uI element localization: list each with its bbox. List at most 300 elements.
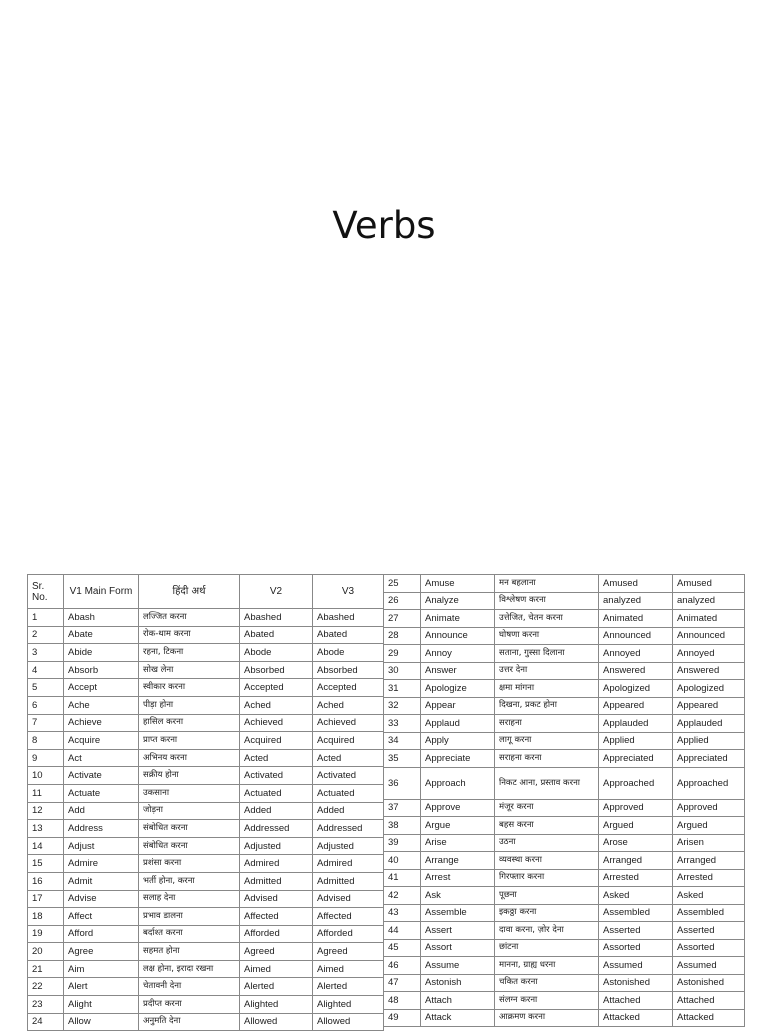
table-row xyxy=(28,960,384,978)
v2-cell: Alerted xyxy=(240,978,313,996)
sr-no-cell: 3 xyxy=(28,644,64,662)
v2-cell: Attacked xyxy=(599,1009,673,1027)
table-row xyxy=(28,644,384,662)
v2-cell: Applauded xyxy=(599,715,673,733)
v2-cell: Argued xyxy=(599,817,673,835)
v1-cell: Afford xyxy=(64,925,139,943)
v1-cell: Achieve xyxy=(64,714,139,732)
v2-cell: Advised xyxy=(240,890,313,908)
v1-cell: Ache xyxy=(64,696,139,714)
sr-no-cell: 41 xyxy=(384,869,421,887)
sr-no-cell: 14 xyxy=(28,837,64,855)
v2-cell: Aimed xyxy=(240,960,313,978)
hindi-meaning-cell: भर्ती होना, करना xyxy=(139,872,240,890)
table-row xyxy=(28,908,384,926)
v2-cell: Arose xyxy=(599,834,673,852)
v1-cell: Announce xyxy=(421,627,495,645)
v3-cell: Appreciated xyxy=(673,750,745,768)
sr-no-cell: 11 xyxy=(28,784,64,802)
table-row xyxy=(28,890,384,908)
hindi-meaning-cell: सराहना xyxy=(495,715,599,733)
table-row xyxy=(28,996,384,1014)
sr-no-cell: 9 xyxy=(28,749,64,767)
v2-cell: Actuated xyxy=(240,784,313,802)
v1-cell: Amuse xyxy=(421,575,495,593)
v2-cell: Abated xyxy=(240,626,313,644)
v1-cell: Animate xyxy=(421,610,495,628)
table-row xyxy=(384,627,745,645)
sr-no-cell: 35 xyxy=(384,750,421,768)
v2-cell: Admired xyxy=(240,855,313,873)
hindi-meaning-cell: स्वीकार करना xyxy=(139,679,240,697)
table-row xyxy=(384,922,745,940)
hindi-meaning-cell: प्रदीप्त करना xyxy=(139,996,240,1014)
v1-cell: Aim xyxy=(64,960,139,978)
v2-cell: Assorted xyxy=(599,939,673,957)
v1-cell: Accept xyxy=(64,679,139,697)
sr-no-cell: 46 xyxy=(384,957,421,975)
hindi-meaning-cell: निकट आना, प्रस्ताव करना xyxy=(495,767,599,799)
v2-cell: Animated xyxy=(599,610,673,628)
table-row xyxy=(384,992,745,1010)
hindi-meaning-cell: प्राप्त करना xyxy=(139,732,240,750)
v3-cell: Annoyed xyxy=(673,645,745,663)
v2-cell: Afforded xyxy=(240,925,313,943)
v2-cell: Alighted xyxy=(240,996,313,1014)
sr-no-cell: 42 xyxy=(384,887,421,905)
sr-no-cell: 44 xyxy=(384,922,421,940)
hindi-meaning-header: हिंदी अर्थ xyxy=(139,575,240,609)
hindi-meaning-cell: रोक-थाम करना xyxy=(139,626,240,644)
v3-cell: Animated xyxy=(673,610,745,628)
v2-cell: Approached xyxy=(599,767,673,799)
hindi-meaning-cell: दावा करना, ज़ोर देना xyxy=(495,922,599,940)
sr-no-cell: 10 xyxy=(28,767,64,785)
v1-cell: Admit xyxy=(64,872,139,890)
v1-cell: Adjust xyxy=(64,837,139,855)
sr-no-cell: 28 xyxy=(384,627,421,645)
hindi-meaning-cell: संबोधित करना xyxy=(139,837,240,855)
sr-no-cell: 2 xyxy=(28,626,64,644)
sr-no-cell: 8 xyxy=(28,732,64,750)
v1-cell: Applaud xyxy=(421,715,495,733)
v2-cell: Allowed xyxy=(240,1013,313,1031)
v2-cell: Agreed xyxy=(240,943,313,961)
table-row xyxy=(28,1013,384,1031)
sr-no-cell: 49 xyxy=(384,1009,421,1027)
hindi-meaning-cell: व्यवस्था करना xyxy=(495,852,599,870)
v3-cell: Alighted xyxy=(313,996,384,1014)
table-row xyxy=(28,696,384,714)
v3-cell: Actuated xyxy=(313,784,384,802)
v3-cell: Activated xyxy=(313,767,384,785)
v1-cell: Abate xyxy=(64,626,139,644)
v3-cell: Assorted xyxy=(673,939,745,957)
hindi-meaning-cell: रहना, टिकना xyxy=(139,644,240,662)
v1-cell: Ask xyxy=(421,887,495,905)
v3-cell: Afforded xyxy=(313,925,384,943)
v3-cell: Asserted xyxy=(673,922,745,940)
sr-no-cell: 27 xyxy=(384,610,421,628)
hindi-meaning-cell: चकित करना xyxy=(495,974,599,992)
sr-no-cell: 34 xyxy=(384,732,421,750)
table-header-row xyxy=(28,575,384,609)
hindi-meaning-cell: सलाह देना xyxy=(139,890,240,908)
v2-cell: Added xyxy=(240,802,313,820)
v1-cell: Arise xyxy=(421,834,495,852)
v3-cell: Applied xyxy=(673,732,745,750)
v2-cell: Attached xyxy=(599,992,673,1010)
v1-cell: Alight xyxy=(64,996,139,1014)
table-row xyxy=(384,592,745,610)
sr-no-cell: 12 xyxy=(28,802,64,820)
v1-cell: Allow xyxy=(64,1013,139,1031)
table-row xyxy=(384,974,745,992)
hindi-meaning-cell: घोषणा करना xyxy=(495,627,599,645)
v1-cell: Admire xyxy=(64,855,139,873)
table-row xyxy=(384,869,745,887)
v2-cell: Amused xyxy=(599,575,673,593)
table-row xyxy=(28,837,384,855)
v1-cell: Add xyxy=(64,802,139,820)
table-row xyxy=(384,834,745,852)
hindi-meaning-cell: इकठ्ठा करना xyxy=(495,904,599,922)
v1-cell: Abide xyxy=(64,644,139,662)
sr-no-cell: 33 xyxy=(384,715,421,733)
sr-no-cell: 29 xyxy=(384,645,421,663)
sr-no-cell: 25 xyxy=(384,575,421,593)
v1-cell: Abash xyxy=(64,609,139,627)
v3-cell: Abashed xyxy=(313,609,384,627)
hindi-meaning-cell: अभिनय करना xyxy=(139,749,240,767)
v2-cell: Absorbed xyxy=(240,661,313,679)
hindi-meaning-cell: लागू करना xyxy=(495,732,599,750)
v3-cell: Added xyxy=(313,802,384,820)
hindi-meaning-cell: गिरफ्तार करना xyxy=(495,869,599,887)
sr-no-cell: 30 xyxy=(384,662,421,680)
v3-cell: Acted xyxy=(313,749,384,767)
hindi-meaning-cell: दिखना, प्रकट होना xyxy=(495,697,599,715)
table-row xyxy=(28,626,384,644)
v3-cell: Advised xyxy=(313,890,384,908)
table-row xyxy=(384,575,745,593)
v2-cell: Addressed xyxy=(240,820,313,838)
v3-cell: Aimed xyxy=(313,960,384,978)
sr-no-cell: 16 xyxy=(28,872,64,890)
v1-cell: Apply xyxy=(421,732,495,750)
v3-cell: Argued xyxy=(673,817,745,835)
sr-no-cell: 18 xyxy=(28,908,64,926)
table-row xyxy=(28,749,384,767)
v3-cell: Apologized xyxy=(673,680,745,698)
v3-cell: Abode xyxy=(313,644,384,662)
sr-no-cell: 7 xyxy=(28,714,64,732)
v1-cell: Acquire xyxy=(64,732,139,750)
v1-cell: Agree xyxy=(64,943,139,961)
v1-cell: Actuate xyxy=(64,784,139,802)
hindi-meaning-cell: पूछना xyxy=(495,887,599,905)
v2-cell: Adjusted xyxy=(240,837,313,855)
v2-cell: Accepted xyxy=(240,679,313,697)
v1-cell: Affect xyxy=(64,908,139,926)
table-row xyxy=(28,679,384,697)
v2-cell: Arrested xyxy=(599,869,673,887)
hindi-meaning-cell: आक्रमण करना xyxy=(495,1009,599,1027)
hindi-meaning-cell: लक्ष होना, इरादा रखना xyxy=(139,960,240,978)
hindi-meaning-cell: क्षमा मांगना xyxy=(495,680,599,698)
v3-cell: Announced xyxy=(673,627,745,645)
hindi-meaning-cell: उठना xyxy=(495,834,599,852)
sr-no-cell: 13 xyxy=(28,820,64,838)
v2-cell: Answered xyxy=(599,662,673,680)
v2-cell: Affected xyxy=(240,908,313,926)
sr-no-cell: 37 xyxy=(384,799,421,817)
v3-header: V3 xyxy=(313,575,384,609)
table-row xyxy=(384,610,745,628)
v1-cell: Assume xyxy=(421,957,495,975)
v2-cell: Ached xyxy=(240,696,313,714)
v1-cell: Attack xyxy=(421,1009,495,1027)
sr-no-cell: 31 xyxy=(384,680,421,698)
table-row xyxy=(28,784,384,802)
v2-cell: Appreciated xyxy=(599,750,673,768)
v1-cell: Arrange xyxy=(421,852,495,870)
v1-cell: Annoy xyxy=(421,645,495,663)
hindi-meaning-cell: प्रभाव डालना xyxy=(139,908,240,926)
v3-cell: Admitted xyxy=(313,872,384,890)
v1-cell: Argue xyxy=(421,817,495,835)
hindi-meaning-cell: संलग्न करना xyxy=(495,992,599,1010)
v2-cell: Announced xyxy=(599,627,673,645)
v3-cell: Answered xyxy=(673,662,745,680)
table-row xyxy=(28,872,384,890)
v3-cell: Asked xyxy=(673,887,745,905)
hindi-meaning-cell: मानना, ग्राह्य धरना xyxy=(495,957,599,975)
hindi-meaning-cell: संबोधित करना xyxy=(139,820,240,838)
v2-cell: Asked xyxy=(599,887,673,905)
sr-no-cell: 15 xyxy=(28,855,64,873)
v1-cell: Approve xyxy=(421,799,495,817)
v3-cell: Addressed xyxy=(313,820,384,838)
v3-cell: Abated xyxy=(313,626,384,644)
v1-cell: Approach xyxy=(421,767,495,799)
sr-no-cell: 48 xyxy=(384,992,421,1010)
sr-no-cell: 1 xyxy=(28,609,64,627)
v3-cell: Astonished xyxy=(673,974,745,992)
hindi-meaning-cell: अनुमति देना xyxy=(139,1013,240,1031)
v2-cell: Assembled xyxy=(599,904,673,922)
hindi-meaning-cell: मंजूर करना xyxy=(495,799,599,817)
table-row xyxy=(384,799,745,817)
v1-cell: Astonish xyxy=(421,974,495,992)
v1-cell: Absorb xyxy=(64,661,139,679)
v2-cell: Acted xyxy=(240,749,313,767)
table-row xyxy=(28,767,384,785)
v2-cell: Apologized xyxy=(599,680,673,698)
v3-cell: Absorbed xyxy=(313,661,384,679)
v3-cell: Attacked xyxy=(673,1009,745,1027)
hindi-meaning-cell: उत्तेजित, चेतन करना xyxy=(495,610,599,628)
v1-cell: Alert xyxy=(64,978,139,996)
sr-no-cell: 40 xyxy=(384,852,421,870)
hindi-meaning-cell: पीड़ा होना xyxy=(139,696,240,714)
sr-no-cell: 20 xyxy=(28,943,64,961)
v2-cell: Activated xyxy=(240,767,313,785)
table-row xyxy=(384,645,745,663)
hindi-meaning-cell: लज्जित करना xyxy=(139,609,240,627)
table-row xyxy=(384,697,745,715)
sr-no-cell: 5 xyxy=(28,679,64,697)
table-row xyxy=(384,957,745,975)
table-row xyxy=(384,817,745,835)
sr-no-cell: 38 xyxy=(384,817,421,835)
hindi-meaning-cell: प्रशंसा करना xyxy=(139,855,240,873)
table-row xyxy=(384,939,745,957)
v3-cell: analyzed xyxy=(673,592,745,610)
sr-no-cell: 24 xyxy=(28,1013,64,1031)
sr-no-cell: 17 xyxy=(28,890,64,908)
sr-no-cell: 39 xyxy=(384,834,421,852)
v2-cell: Abode xyxy=(240,644,313,662)
v2-cell: Acquired xyxy=(240,732,313,750)
table-row xyxy=(28,732,384,750)
v1-cell: Arrest xyxy=(421,869,495,887)
hindi-meaning-cell: बहस करना xyxy=(495,817,599,835)
v3-cell: Admired xyxy=(313,855,384,873)
v2-cell: analyzed xyxy=(599,592,673,610)
v1-cell: Assert xyxy=(421,922,495,940)
v2-cell: Annoyed xyxy=(599,645,673,663)
v2-cell: Achieved xyxy=(240,714,313,732)
hindi-meaning-cell: सराहना करना xyxy=(495,750,599,768)
sr-no-cell: 4 xyxy=(28,661,64,679)
sr-no-cell: 36 xyxy=(384,767,421,799)
v1-cell: Answer xyxy=(421,662,495,680)
sr-no-cell: 23 xyxy=(28,996,64,1014)
v3-cell: Applauded xyxy=(673,715,745,733)
v2-cell: Applied xyxy=(599,732,673,750)
v2-cell: Appeared xyxy=(599,697,673,715)
sr-no-cell: 6 xyxy=(28,696,64,714)
v1-cell: Address xyxy=(64,820,139,838)
v2-cell: Arranged xyxy=(599,852,673,870)
v3-cell: Arrested xyxy=(673,869,745,887)
v3-cell: Ached xyxy=(313,696,384,714)
v3-cell: Alerted xyxy=(313,978,384,996)
v1-cell: Analyze xyxy=(421,592,495,610)
v2-cell: Abashed xyxy=(240,609,313,627)
sr-no-cell: 45 xyxy=(384,939,421,957)
sr-no-cell: 47 xyxy=(384,974,421,992)
table-row xyxy=(384,904,745,922)
table-row xyxy=(384,852,745,870)
table-row xyxy=(384,662,745,680)
table-row xyxy=(384,680,745,698)
sr-no-cell: 22 xyxy=(28,978,64,996)
hindi-meaning-cell: हासिल करना xyxy=(139,714,240,732)
v3-cell: Approached xyxy=(673,767,745,799)
table-row xyxy=(384,715,745,733)
v1-cell: Advise xyxy=(64,890,139,908)
v3-cell: Agreed xyxy=(313,943,384,961)
table-row xyxy=(384,767,745,799)
table-row xyxy=(384,887,745,905)
v2-header: V2 xyxy=(240,575,313,609)
sr-no-cell: 32 xyxy=(384,697,421,715)
v3-cell: Accepted xyxy=(313,679,384,697)
v2-cell: Assumed xyxy=(599,957,673,975)
v3-cell: Approved xyxy=(673,799,745,817)
verbs-table-right xyxy=(383,574,745,1027)
hindi-meaning-cell: सताना, गुस्सा दिलाना xyxy=(495,645,599,663)
hindi-meaning-cell: चेतावनी देना xyxy=(139,978,240,996)
table-row xyxy=(28,855,384,873)
hindi-meaning-cell: जोड़ना xyxy=(139,802,240,820)
v1-header: V1 Main Form xyxy=(64,575,139,609)
hindi-meaning-cell: सोख लेना xyxy=(139,661,240,679)
v1-cell: Appear xyxy=(421,697,495,715)
v1-cell: Activate xyxy=(64,767,139,785)
v3-cell: Affected xyxy=(313,908,384,926)
v3-cell: Appeared xyxy=(673,697,745,715)
sr-no-header: Sr. No. xyxy=(28,575,64,609)
v2-cell: Admitted xyxy=(240,872,313,890)
table-row xyxy=(28,943,384,961)
v2-cell: Approved xyxy=(599,799,673,817)
hindi-meaning-cell: सक्रीय होना xyxy=(139,767,240,785)
hindi-meaning-cell: सहमत होना xyxy=(139,943,240,961)
v3-cell: Attached xyxy=(673,992,745,1010)
table-row xyxy=(28,609,384,627)
table-row xyxy=(384,750,745,768)
v1-cell: Act xyxy=(64,749,139,767)
v3-cell: Adjusted xyxy=(313,837,384,855)
table-row xyxy=(28,661,384,679)
v3-cell: Arisen xyxy=(673,834,745,852)
v1-cell: Attach xyxy=(421,992,495,1010)
page-title: Verbs xyxy=(332,204,436,247)
hindi-meaning-cell: उकसाना xyxy=(139,784,240,802)
v1-cell: Appreciate xyxy=(421,750,495,768)
v3-cell: Allowed xyxy=(313,1013,384,1031)
v3-cell: Assembled xyxy=(673,904,745,922)
table-row xyxy=(28,802,384,820)
v1-cell: Assort xyxy=(421,939,495,957)
v2-cell: Astonished xyxy=(599,974,673,992)
v1-cell: Assemble xyxy=(421,904,495,922)
v3-cell: Achieved xyxy=(313,714,384,732)
hindi-meaning-cell: छांटना xyxy=(495,939,599,957)
sr-no-cell: 26 xyxy=(384,592,421,610)
hindi-meaning-cell: मन बहलाना xyxy=(495,575,599,593)
hindi-meaning-cell: उत्तर देना xyxy=(495,662,599,680)
verbs-table-left xyxy=(27,574,384,1031)
hindi-meaning-cell: विश्लेषण करना xyxy=(495,592,599,610)
hindi-meaning-cell: बर्दाश्त करना xyxy=(139,925,240,943)
table-row xyxy=(28,978,384,996)
v1-cell: Apologize xyxy=(421,680,495,698)
v3-cell: Arranged xyxy=(673,852,745,870)
v3-cell: Amused xyxy=(673,575,745,593)
v3-cell: Acquired xyxy=(313,732,384,750)
sr-no-cell: 21 xyxy=(28,960,64,978)
v2-cell: Asserted xyxy=(599,922,673,940)
sr-no-cell: 43 xyxy=(384,904,421,922)
table-row xyxy=(28,820,384,838)
v3-cell: Assumed xyxy=(673,957,745,975)
table-row xyxy=(384,732,745,750)
sr-no-cell: 19 xyxy=(28,925,64,943)
